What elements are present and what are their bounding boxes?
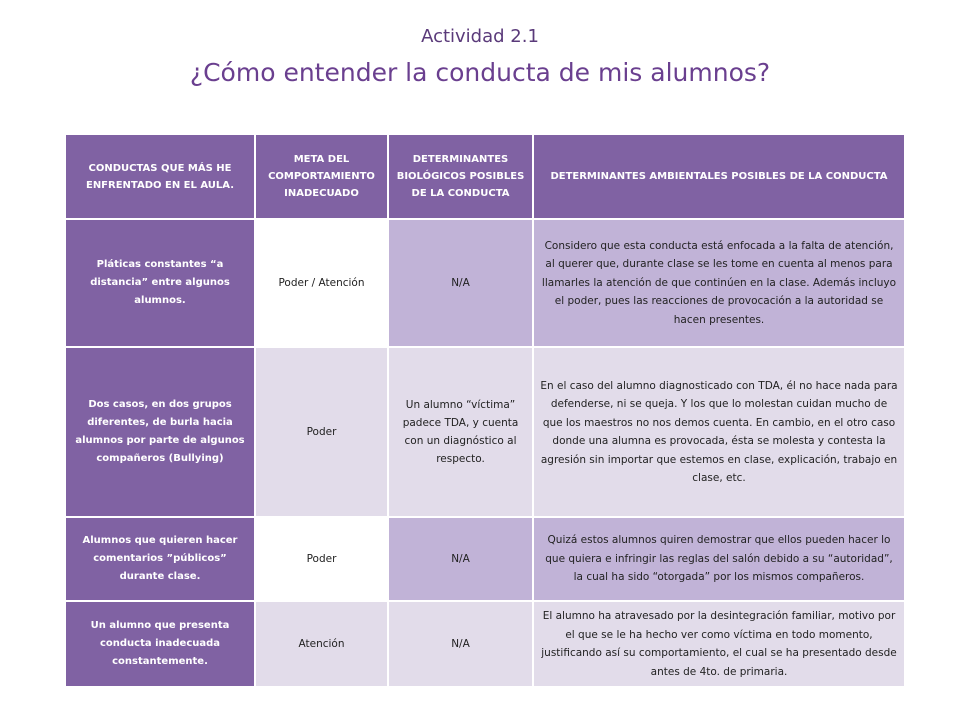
row-conducta: Alumnos que quieren hacer comentarios ”públicos” durante clase.	[65, 517, 255, 601]
row-biologicos: N/A	[388, 219, 533, 347]
header-biologicos: DETERMINANTES BIOLÓGICOS POSIBLES DE LA CONDUCTA	[388, 134, 533, 219]
row-meta: Poder / Atención	[255, 219, 388, 347]
row-meta: Atención	[255, 601, 388, 687]
page-title: ¿Cómo entender la conducta de mis alumnos?	[189, 58, 771, 87]
header-ambientales: DETERMINANTES AMBIENTALES POSIBLES DE LA CONDUCTA	[533, 134, 905, 219]
behavior-table	[64, 133, 906, 688]
row-conducta: Pláticas constantes “a distancia” entre algunos alumnos.	[65, 219, 255, 347]
row-ambientales: En el caso del alumno diagnosticado con TDA, él no hace nada para defenderse, ni se queja. Y los que lo molestan cuidan mucho de que los maestros no nos demos cuenta. En cambio, en el otro caso donde una alumna es provocada, ésta se molesta y contesta la agresión sin importar que estemos en clase, explicación, trabajo en clase, etc.	[533, 347, 905, 517]
table-header-row	[65, 134, 905, 219]
row-biologicos: N/A	[388, 601, 533, 687]
row-ambientales: El alumno ha atravesado por la desintegración familiar, motivo por el que se le ha hecho ver como víctima en todo momento, justificando así su comportamiento, el cual se ha presentado desde antes de 4to. de primaria.	[533, 601, 905, 687]
header-meta: META DEL COMPORTAMIENTO INADECUADO	[255, 134, 388, 219]
header-conductas: CONDUCTAS QUE MÁS HE ENFRENTADO EN EL AULA.	[65, 134, 255, 219]
row-conducta: Un alumno que presenta conducta inadecuada constantemente.	[65, 601, 255, 687]
table-row	[65, 517, 905, 601]
table-row	[65, 219, 905, 347]
row-ambientales: Quizá estos alumnos quiren demostrar que ellos pueden hacer lo que quiera e infringir las reglas del salón debido a su “autoridad”, la cual ha sido “otorgada” por los mismos compañeros.	[533, 517, 905, 601]
table-row	[65, 347, 905, 517]
table-row	[65, 601, 905, 687]
activity-subtitle: Actividad 2.1	[421, 26, 539, 47]
row-biologicos: Un alumno “víctima” padece TDA, y cuenta con un diagnóstico al respecto.	[388, 347, 533, 517]
row-meta: Poder	[255, 347, 388, 517]
row-meta: Poder	[255, 517, 388, 601]
row-conducta: Dos casos, en dos grupos diferentes, de burla hacia alumnos por parte de algunos compañeros (Bullying)	[65, 347, 255, 517]
row-ambientales: Considero que esta conducta está enfocada a la falta de atención, al querer que, durante clase se les tome en cuenta al menos para llamarles la atención de que continúen en la clase. Además incluyo el poder, pues las reacciones de provocación a la autoridad se hacen presentes.	[533, 219, 905, 347]
row-biologicos: N/A	[388, 517, 533, 601]
